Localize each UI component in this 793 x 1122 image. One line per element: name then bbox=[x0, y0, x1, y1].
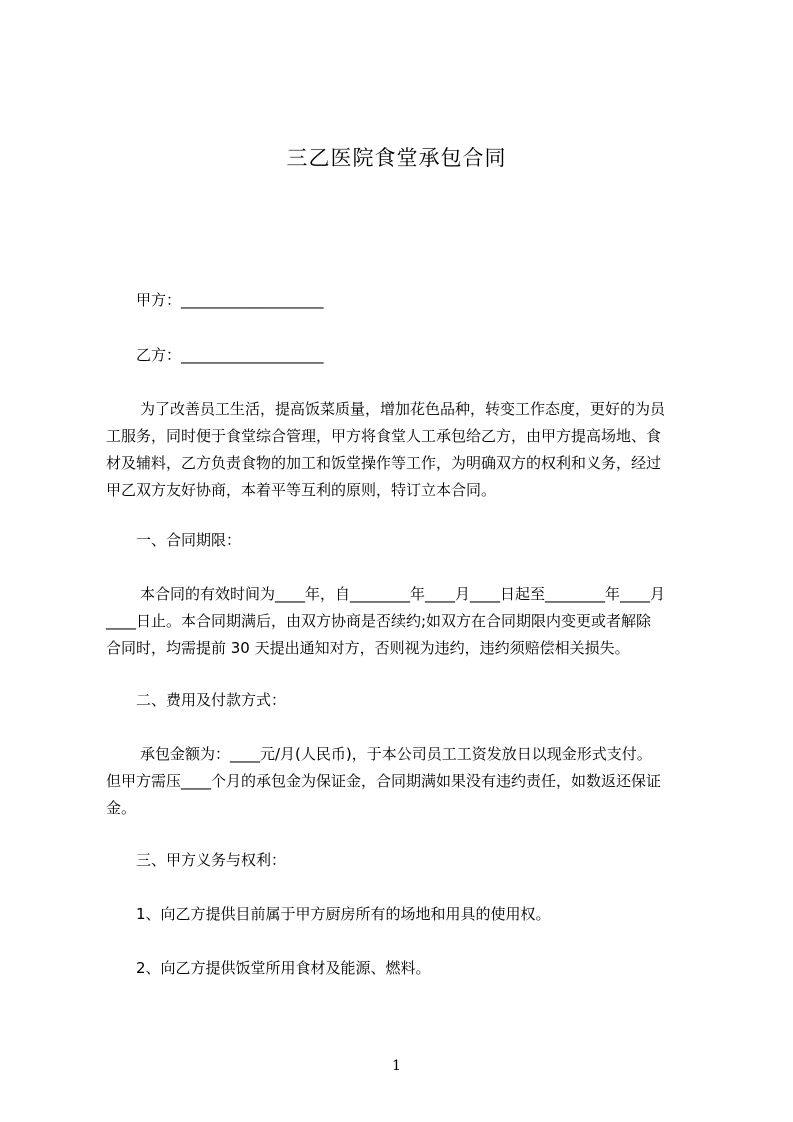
section-3-heading: 三、甲方义务与权利： bbox=[136, 851, 287, 869]
section-3-item-2: 2、向乙方提供饭堂所用食材及能源、燃料。 bbox=[136, 959, 431, 977]
document-title: 三乙医院食堂承包合同 bbox=[286, 146, 507, 170]
section-2-line-2: 但甲方需压____个月的承包金为保证金，合同期满如果没有违约责任，如数返还保证 bbox=[106, 772, 662, 790]
page-number: 1 bbox=[392, 1058, 401, 1074]
section-1-line-1: 本合同的有效时间为____年，自________年____月____日起至________年____月 bbox=[140, 585, 666, 603]
section-3-item-1: 1、向乙方提供目前属于甲方厨房所有的场地和用具的使用权。 bbox=[136, 905, 551, 923]
section-1-line-3: 合同时，均需提前 30 天提出通知对方，否则视为违约，违约须赔偿相关损失。 bbox=[106, 639, 630, 657]
party-b-line: 乙方：___________________ bbox=[136, 346, 324, 364]
section-1-line-2: ____日止。本合同期满后，由双方协商是否续约;如双方在合同期限内变更或者解除 bbox=[106, 612, 652, 630]
section-2-line-3: 金。 bbox=[106, 799, 137, 817]
party-a-line: 甲方：___________________ bbox=[136, 291, 324, 309]
section-1-heading: 一、合同期限： bbox=[136, 531, 242, 549]
intro-line-1: 为了改善员工生活，提高饭菜质量，增加花色品种，转变工作态度，更好的为员 bbox=[140, 400, 666, 418]
section-2-line-1: 承包金额为：____元/月(人民币)，于本公司员工工资发放日以现金形式支付。 bbox=[140, 745, 652, 763]
intro-line-2: 工服务，同时便于食堂综合管理，甲方将食堂人工承包给乙方，由甲方提高场地、食 bbox=[106, 427, 662, 445]
intro-line-3: 材及辅料，乙方负责食物的加工和饭堂操作等工作，为明确双方的权利和义务，经过 bbox=[106, 454, 662, 472]
intro-line-4: 甲乙双方友好协商，本着平等互利的原则，特订立本合同。 bbox=[106, 481, 497, 499]
section-2-heading: 二、费用及付款方式： bbox=[136, 691, 287, 709]
